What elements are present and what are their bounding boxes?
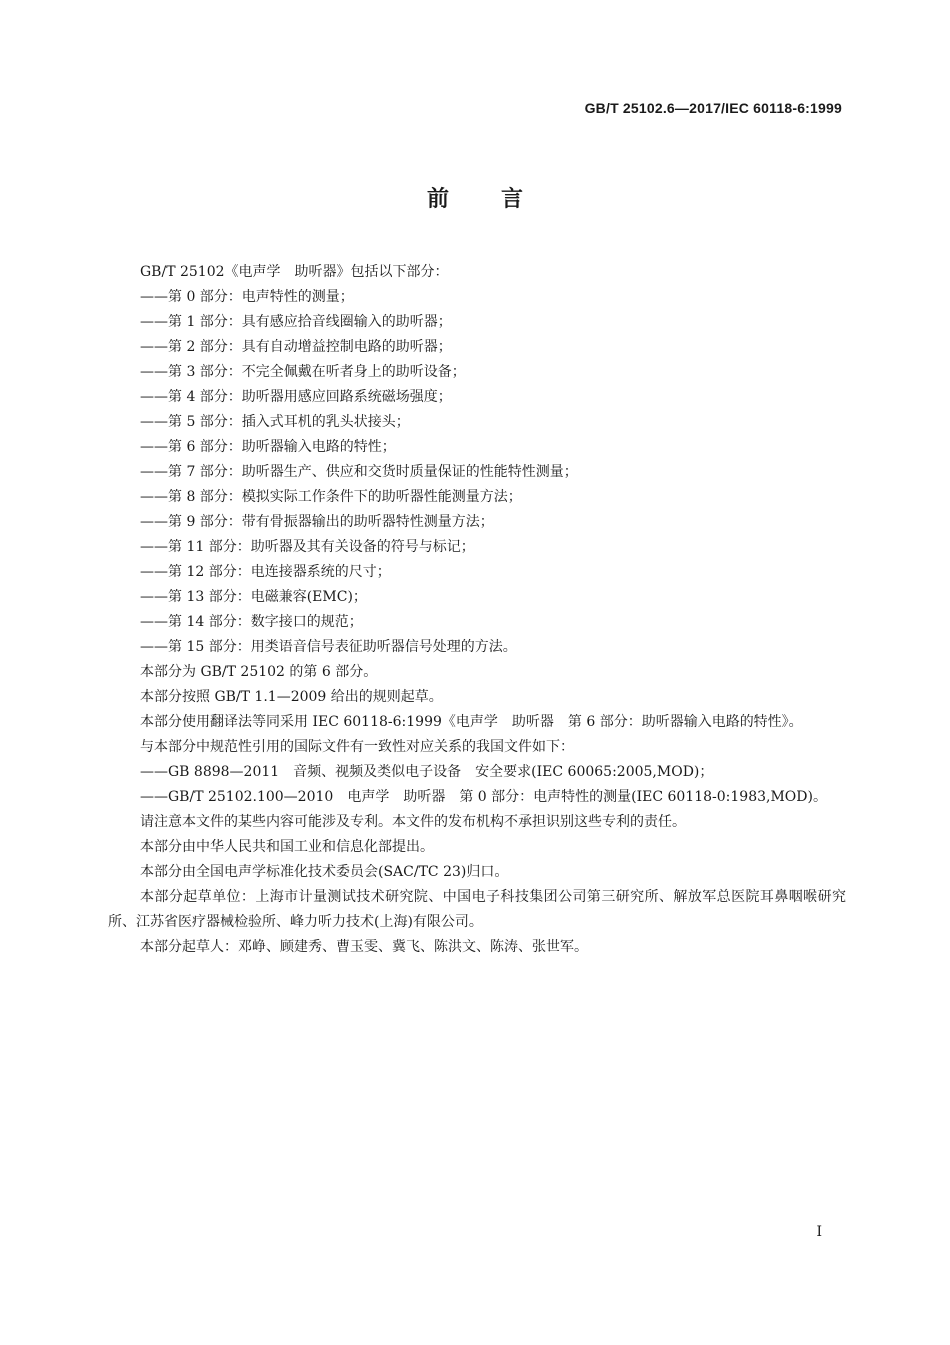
list-item: ——第 4 部分：助听器用感应回路系统磁场强度； — [140, 389, 452, 405]
list-item: ——GB/T 25102.100—2010 电声学 助听器 第 0 部分：电声特性的测量(IEC 60118-0:1983,MOD)。 — [140, 789, 827, 805]
paragraph: 本部分起草人：邓峥、顾建秀、曹玉雯、冀飞、陈洪文、陈涛、张世军。 — [140, 939, 588, 955]
list-item: ——第 13 部分：电磁兼容(EMC)； — [140, 589, 367, 605]
standard-code-header: GB/T 25102.6—2017/IEC 60118-6:1999 — [584, 100, 842, 116]
list-item: ——第 14 部分：数字接口的规范； — [140, 614, 363, 630]
paragraph: 本部分由全国电声学标准化技术委员会(SAC/TC 23)归口。 — [140, 864, 509, 880]
list-item: ——第 9 部分：带有骨振器输出的助听器特性测量方法； — [140, 514, 494, 530]
paragraph: 与本部分中规范性引用的国际文件有一致性对应关系的我国文件如下： — [140, 739, 574, 755]
list-item: ——第 8 部分：模拟实际工作条件下的助听器性能测量方法； — [140, 489, 522, 505]
paragraph: 本部分由中华人民共和国工业和信息化部提出。 — [140, 839, 434, 855]
list-item: ——第 15 部分：用类语音信号表征助听器信号处理的方法。 — [140, 639, 517, 655]
list-item: ——第 11 部分：助听器及其有关设备的符号与标记； — [140, 539, 475, 555]
list-item: ——第 5 部分：插入式耳机的乳头状接头； — [140, 414, 410, 430]
list-item: ——第 1 部分：具有感应拾音线圈输入的助听器； — [140, 314, 452, 330]
list-item: ——第 0 部分：电声特性的测量； — [140, 289, 354, 305]
page-title: 前言 — [426, 187, 575, 212]
paragraph: 本部分为 GB/T 25102 的第 6 部分。 — [140, 664, 378, 680]
list-item: ——第 7 部分：助听器生产、供应和交货时质量保证的性能特性测量； — [140, 464, 578, 480]
paragraph: 本部分按照 GB/T 1.1—2009 给出的规则起草。 — [140, 689, 443, 705]
page-number: I — [816, 1224, 822, 1240]
foreword-body — [108, 260, 846, 960]
list-item: ——第 6 部分：助听器输入电路的特性； — [140, 439, 396, 455]
paragraph: 本部分使用翻译法等同采用 IEC 60118-6:1999《电声学 助听器 第 6 部分：助听器输入电路的特性》。 — [140, 714, 803, 730]
list-item: ——第 3 部分：不完全佩戴在听者身上的助听设备； — [140, 364, 466, 380]
list-item: ——第 12 部分：电连接器系统的尺寸； — [140, 564, 391, 580]
paragraph: 请注意本文件的某些内容可能涉及专利。本文件的发布机构不承担识别这些专利的责任。 — [140, 814, 686, 830]
list-item: ——GB 8898—2011 音频、视频及类似电子设备 安全要求(IEC 60065:2005,MOD)； — [140, 764, 714, 780]
list-item: ——第 2 部分：具有自动增益控制电路的助听器； — [140, 339, 452, 355]
paragraph: GB/T 25102《电声学 助听器》包括以下部分： — [140, 264, 449, 280]
paragraph: 本部分起草单位：上海市计量测试技术研究院、中国电子科技集团公司第三研究所、解放军总医院耳鼻咽喉研究所、江苏省医疗器械检验所、峰力听力技术(上海)有限公司。 — [108, 889, 846, 930]
